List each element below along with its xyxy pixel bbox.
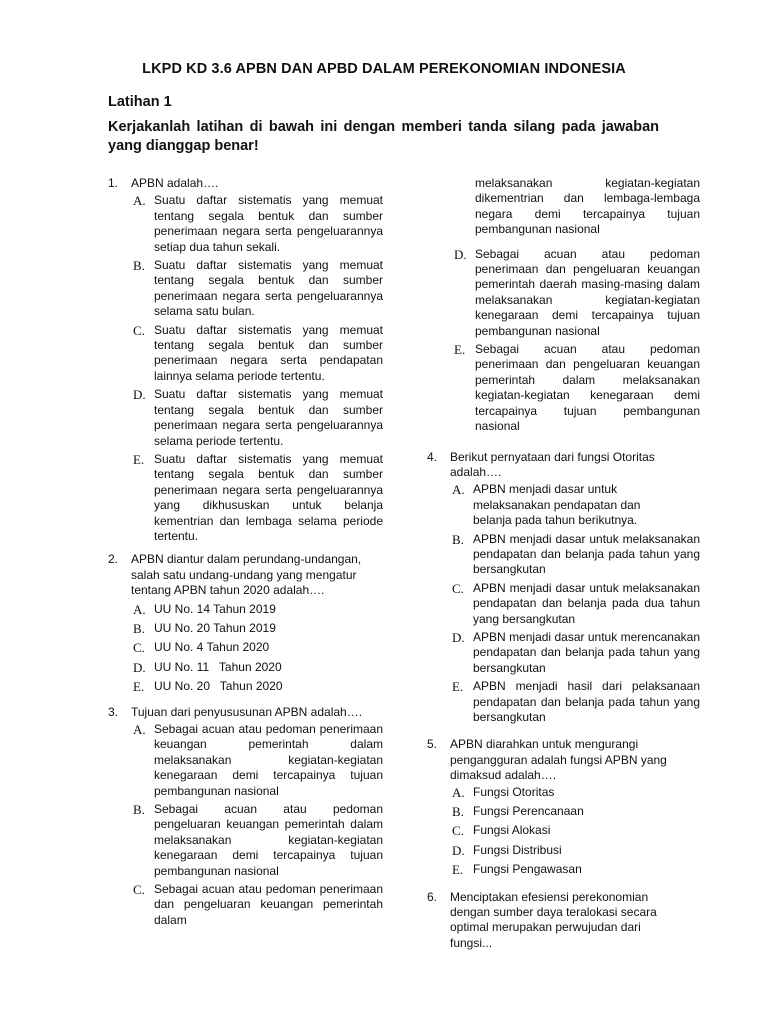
option-d[interactable] [131,387,383,449]
option-e[interactable] [131,452,383,544]
instruction-text: Kerjakanlah latihan di bawah ini dengan memberi tanda silang pada jawaban yang dianggap benar! [108,119,659,154]
option-text: APBN menjadi dasar untuk melaksanakan pendapatan dan belanja pada tahun yang bersangkutan [473,531,700,577]
option-letter: E. [452,862,464,878]
option-letter: B. [133,620,145,636]
option-letter: C. [452,580,464,596]
section-heading: Latihan 1 [108,94,172,110]
option-text: Suatu daftar sistematis yang memuat tentang segala bentuk dan sumber penerimaan negara serta pengeluarannya selama periode tertentu. [154,387,383,448]
option-letter: D. [452,629,465,645]
option-list [131,602,365,695]
option-b[interactable] [450,532,700,578]
option-b[interactable] [450,804,700,819]
option-letter: A. [133,601,146,617]
option-list [427,247,700,435]
option-letter: A. [452,482,465,498]
option-a[interactable] [450,482,700,528]
option-e[interactable] [452,342,700,434]
option-text: UU No. 11 Tahun 2020 [154,659,282,674]
option-a[interactable] [450,785,700,800]
option-text: Fungsi Otoritas [473,784,555,799]
option-text: Fungsi Perencanaan [473,804,584,819]
option-c[interactable] [450,581,700,627]
option-list [131,193,383,544]
option-c[interactable] [131,323,383,385]
option-b[interactable] [131,258,383,320]
option-b[interactable] [131,621,365,636]
option-text: Suatu daftar sistematis yang memuat tentang segala bentuk dan sumber penerimaan negara serta pendapatan lainnya selama periode tertentu. [154,322,383,383]
question-3-continued [427,176,700,435]
option-c[interactable] [131,882,383,928]
option-a[interactable] [131,722,383,799]
option-text: APBN menjadi dasar untuk merencanakan pendapatan dan belanja pada tahun yang bersangkutan [473,629,700,675]
option-letter: E. [452,679,464,695]
question-5 [427,737,700,877]
question-text: APBN diantur dalam perundang-undangan, salah satu undang-undang yang mengatur tentang APBN tahun 2020 adalah…. [131,552,362,598]
option-text: Fungsi Distribusi [473,842,562,857]
option-e[interactable] [450,862,700,877]
option-text: UU No. 14 Tahun 2019 [154,601,276,616]
option-letter: C. [133,882,145,898]
option-d[interactable] [450,843,700,858]
question-number: 5. [427,737,438,752]
option-text: APBN menjadi dasar untuk melaksanakan pendapatan dan belanja pada tahun berikutnya. [473,482,641,528]
question-text: Berikut pernyataan dari fungsi Otoritas adalah…. [450,449,655,479]
option-c-continuation: melaksanakan kegiatan-kegiatan dikementrian dan lembaga-lembaga negara demi tercapainya tujuan pembangunan nasional [475,176,700,237]
option-letter: A. [133,193,146,209]
right-column [427,176,700,951]
option-letter: D. [452,842,465,858]
question-4 [427,450,700,726]
option-text: Suatu daftar sistematis yang memuat tentang segala bentuk dan sumber penerimaan negara serta pengeluarannya selama satu bulan. [154,258,383,319]
question-number: 2. [108,552,119,567]
option-b[interactable] [131,802,383,879]
option-text: Sebagai acuan atau pedoman pengeluaran keuangan pemerintah dalam melaksanakan kegiatan-kegiatan kenegaraan demi tercapainya tujuan pembangunan nasional [154,802,383,878]
left-column [108,176,383,931]
option-letter: D. [133,659,146,675]
option-list [131,722,383,928]
option-text: Fungsi Alokasi [473,823,551,838]
option-text: Suatu daftar sistematis yang memuat tentang segala bentuk dan sumber penerimaan negara serta pengeluarannya yang dikhususkan untuk belanja kementrian dan lembaga selama periode tertentu. [154,451,383,543]
option-letter: D. [133,387,146,403]
option-letter: B. [133,258,145,274]
option-letter: A. [452,784,465,800]
option-text: Sebagai acuan atau pedoman penerimaan dan pengeluaran keuangan pemerintah dalam melaksanakan kegiatan-kegiatan kenegaraan demi tercapainya tujuan pembangunan nasional [475,342,700,434]
question-3 [108,705,383,929]
option-letter: A. [133,722,146,737]
question-text: APBN adalah…. [131,176,219,190]
option-letter: B. [452,531,464,547]
option-text: Sebagai acuan atau pedoman penerimaan dan pengeluaran keuangan pemerintah dalam [154,882,383,927]
option-text: UU No. 4 Tahun 2020 [154,640,270,655]
option-d[interactable] [452,247,700,339]
question-number: 6. [427,889,438,904]
question-1 [108,176,383,544]
option-e[interactable] [131,679,365,694]
option-text: APBN menjadi hasil dari pelaksanaan pendapatan dan belanja pada tahun yang bersangkutan [473,679,700,724]
question-number: 4. [427,449,438,464]
option-letter: E. [454,342,466,358]
question-6 [427,890,700,952]
question-text: Menciptakan efesiensi perekonomian dengan sumber daya teralokasi secara optimal merupakan perwujudan dari fungsi... [450,889,657,950]
option-letter: D. [454,246,467,262]
option-text: Sebagai acuan atau pedoman penerimaan dan pengeluaran keuangan pemerintah daerah masing-masing dalam melaksanakan kegiatan-kegiatan kenegaraan demi tercapainya tujuan pembangunan nasional [475,246,700,338]
option-letter: C. [133,322,145,338]
option-list [450,785,700,878]
option-text: UU No. 20 Tahun 2020 [154,679,283,694]
option-text: UU No. 20 Tahun 2019 [154,620,276,635]
option-c[interactable] [450,823,700,838]
option-text: Sebagai acuan atau pedoman penerimaan keuangan pemerintah dalam melaksanakan kegiatan-kegiatan kenegaraan demi tercapainya tujuan pembangunan nasional [154,722,383,798]
option-a[interactable] [131,602,365,617]
page-title: LKPD KD 3.6 APBN DAN APBD DALAM PEREKONOMIAN INDONESIA [142,61,626,77]
option-c[interactable] [131,640,365,655]
question-number: 1. [108,176,119,190]
option-d[interactable] [131,660,365,675]
question-text: APBN diarahkan untuk mengurangi pengangguran adalah fungsi APBN yang dimaksud adalah…. [450,737,667,783]
option-a[interactable] [131,193,383,255]
question-2 [108,552,383,694]
option-text: Fungsi Pengawasan [473,862,582,877]
question-number: 3. [108,704,119,719]
option-text: APBN menjadi dasar untuk melaksanakan pendapatan dan belanja pada dua tahun yang bersangkutan [473,580,700,626]
option-d[interactable] [450,630,700,676]
option-letter: C. [452,823,464,839]
option-e[interactable] [450,679,700,725]
option-text: Suatu daftar sistematis yang memuat tentang segala bentuk dan sumber penerimaan negara serta pengeluarannya setiap dua tahun sekali. [154,193,383,254]
option-letter: C. [133,640,145,656]
option-letter: B. [452,804,464,820]
option-list [450,482,700,725]
option-letter: E. [133,451,145,467]
option-letter: E. [133,679,145,695]
question-text: Tujuan dari penyususunan APBN adalah…. [131,704,363,719]
option-letter: B. [133,802,145,818]
